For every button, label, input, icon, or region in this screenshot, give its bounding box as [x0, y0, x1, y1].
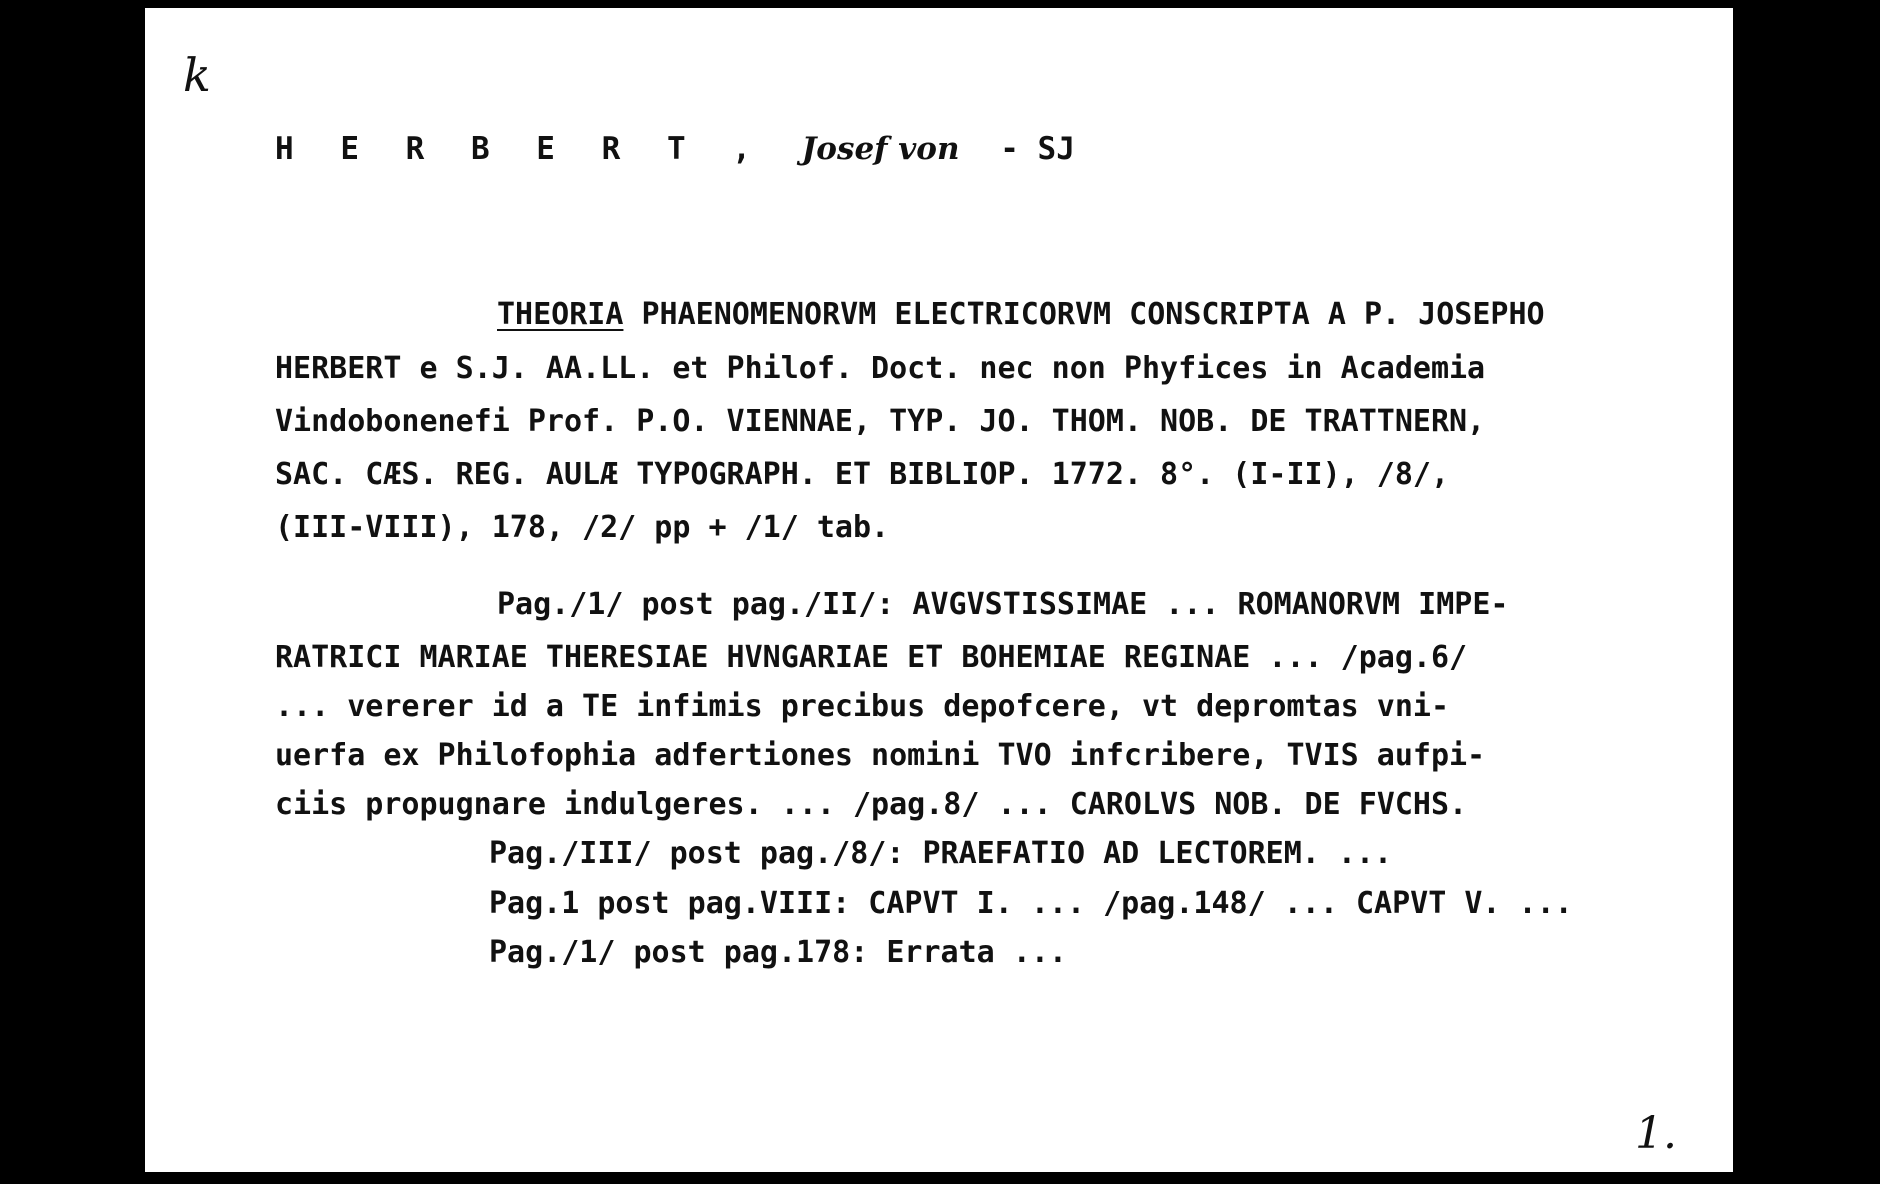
catalog-card	[145, 8, 1733, 1172]
note-line-7: Pag.1 post pag.VIII: CAPVT I. ... /pag.148/ ... CAPVT V. ...	[489, 886, 1573, 921]
author-surname: H E R B E R T ,	[275, 131, 765, 167]
note-line-6: Pag./III/ post pag./8/: PRAEFATIO AD LECTOREM. ...	[489, 836, 1393, 871]
corner-mark: k	[183, 48, 211, 102]
title-first-word: THEORIA	[497, 297, 624, 332]
title-line-1-rest: PHAENOMENORVM ELECTRICORVM CONSCRIPTA A P. JOSEPHO	[623, 297, 1545, 332]
title-line-5: (III-VIII), 178, /2/ pp + /1/ tab.	[275, 510, 890, 545]
author-order: - SJ	[1000, 131, 1075, 167]
title-line-1	[497, 297, 1545, 332]
note-line-5: ciis propugnare indulgeres. ... /pag.8/ ... CAROLVS NOB. DE FVCHS.	[275, 787, 1468, 822]
note-line-8: Pag./1/ post pag.178: Errata ...	[489, 935, 1067, 970]
author-given-name: Josef von	[801, 131, 960, 167]
title-line-4: SAC. CÆS. REG. AULÆ TYPOGRAPH. ET BIBLIOP. 1772. 8°. (I-II), /8/,	[275, 457, 1449, 492]
note-line-1: Pag./1/ post pag./II/: AVGVSTISSIMAE ... ROMANORVM IMPE-	[497, 587, 1509, 622]
note-line-4: uerfa ex Philofophia adfertiones nomini TVO infcribere, TVIS aufpi-	[275, 738, 1486, 773]
author-heading	[275, 131, 1075, 167]
title-line-3: Vindobonenefi Prof. P.O. VIENNAE, TYP. JO. THOM. NOB. DE TRATTNERN,	[275, 404, 1486, 439]
title-line-2: HERBERT e S.J. AA.LL. et Philof. Doct. nec non Phyfices in Academia	[275, 351, 1486, 386]
note-line-3: ... vererer id a TE infimis precibus depofcere, vt depromtas vni-	[275, 689, 1449, 724]
page-number: 1.	[1635, 1108, 1677, 1159]
note-line-2: RATRICI MARIAE THERESIAE HVNGARIAE ET BOHEMIAE REGINAE ... /pag.6/	[275, 640, 1468, 675]
